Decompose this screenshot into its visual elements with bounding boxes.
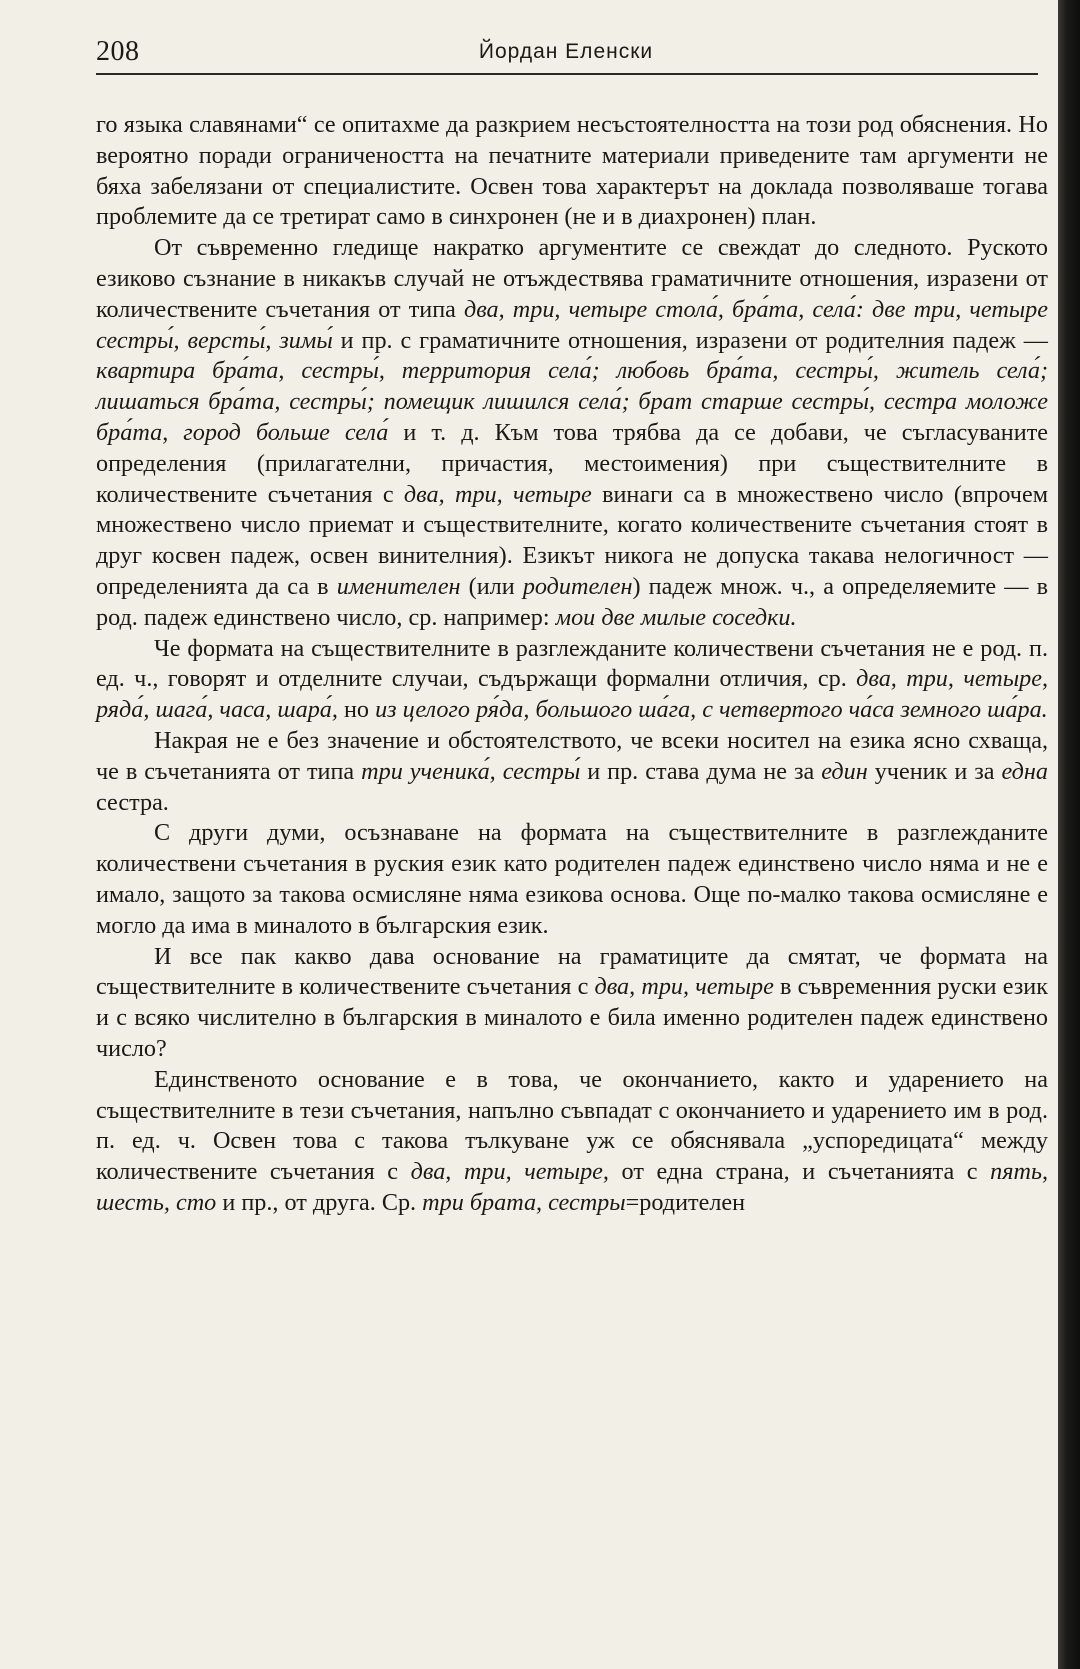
italic-example-text: три ученика́, сестры́ (361, 757, 581, 785)
paragraph (96, 634, 1048, 726)
text-run: винаги са в множествено число (впрочем множествено число приемат и съществителните, когато количествените съчетания стоят в друг косвен падеж, освен винителния). Езикът никога не допуска такава нелогичност — определенията да са в (96, 480, 1049, 600)
italic-example-text: два, три, четыре (403, 480, 592, 508)
header-rule (96, 73, 1038, 75)
paragraph (96, 110, 1048, 233)
text-run: С други думи, осъзнаване на формата на съществителните в разглежданите количествени съчетания в руския език като родителен падеж единствено число няма и не е имало, защото за такова осмисляне няма езикова основа. Още по-малко такова осмисляне е могло да има в миналото в българския език. (96, 819, 1048, 939)
italic-example-text: един (821, 757, 868, 785)
text-run: Накрая не е без значение и обстоятелството, че всеки носител на езика ясно схваща, че в съчетанията от типа (96, 726, 1048, 785)
text-run: Единственото основание е в това, че окончанието, както и ударението на съществителните в тези съчетания, напълно съвпадат с окончанието и ударението им в род. п. ед. ч. Освен това с такова тълкуване уж се обяснявала „успоредицата“ между количествените съчетания с (96, 1065, 1048, 1186)
italic-example-text: два, три, четыре, ряда́, шага́, часа, шара́, (96, 665, 1049, 724)
text-run: Че формата на съществителните в разглежданите количествени съчетания не е род. п. ед. ч., говорят и отделните случаи, съдържащи формални отличия, ср. (96, 634, 1048, 693)
text-run: ученик и за (867, 757, 1002, 785)
italic-example-text: два, три, четыре, (410, 1158, 609, 1186)
text-run: (или (460, 572, 523, 600)
paragraph (96, 726, 1048, 818)
text-run: от една страна, и съчетанията с (608, 1158, 991, 1186)
paragraph (96, 233, 1048, 633)
text-run: и пр. с граматичните отношения, изразени от родителния падеж — (332, 326, 1048, 354)
text-run: ) падеж множ. ч., а определяемите — в род. падеж единствено число, ср. например: (96, 572, 1048, 631)
text-run: и пр. става дума не за (580, 757, 822, 785)
page-number: 208 (96, 36, 140, 67)
italic-example-text: из целого ря́да, большого ша́га, с четвертого ча́са земного ша́ра. (375, 696, 1048, 724)
text-run: И все пак какво дава основание на граматиците да смятат, че формата на съществителните в количествените съчетания с (96, 942, 1048, 1001)
text-run: сестра. (96, 788, 169, 816)
italic-example-text: квартира бра́та, сестры́, территория села́; любовь бра́та, сестры́, житель села́; лишаться бра́та, сестры́; помещик лишился села́; брат старше сестры́, сестра моложе бра́та, город больше села́ (96, 357, 1048, 446)
italic-example-text: три брата, сестры (422, 1188, 626, 1216)
italic-example-text: именителен (336, 572, 461, 600)
text-run: =родителен (625, 1188, 746, 1216)
italic-example-text: два, три, четыре (594, 973, 774, 1001)
italic-example-text: два, три, четыре стола́, бра́та, села́: две три, четыре сестры́, версты́, зимы́ (96, 295, 1049, 354)
running-head (96, 30, 1036, 74)
italic-example-text: родителен (522, 572, 633, 600)
italic-example-text: пять, шесть, сто (96, 1158, 1048, 1216)
text-run: но (337, 696, 376, 724)
paragraph (96, 1065, 1048, 1219)
text-run: От съвременно гледище накратко аргументите се свеждат до следното. Руското езиково съзнание в никакъв случай не отъждествява граматичните отношения, изразени от количествените съчетания от типа (96, 234, 1048, 323)
running-title: Йордан Еленски (478, 40, 654, 63)
text-run: в съвременния руски език и с всяко числително в българския в миналото е била именно родителен падеж единствено число? (96, 973, 1048, 1062)
paragraph (96, 818, 1048, 941)
italic-example-text: една (1001, 757, 1048, 785)
book-spine-shadow (1058, 0, 1080, 1669)
italic-example-text: мои две милые соседки. (555, 603, 797, 631)
body-text (96, 110, 1048, 1219)
paragraph (96, 942, 1048, 1065)
text-run: го языка славянами“ се опитахме да разкрием несъстоятелността на този род обяснения. Но вероятно поради ограничеността на печатните материали приведените там аргументи не бяха забелязани от специалистите. Освен това характерът на доклада позволяваше тогава проблемите да се третират само в синхронен (не и в диахронен) план. (96, 111, 1048, 231)
text-run: и пр., от друга. Ср. (216, 1188, 423, 1216)
text-run: и т. д. Към това трябва да се добави, че съгласуваните определения (прилагателни, причастия, местоимения) при съществителните в количествените съчетания с (96, 418, 1048, 508)
